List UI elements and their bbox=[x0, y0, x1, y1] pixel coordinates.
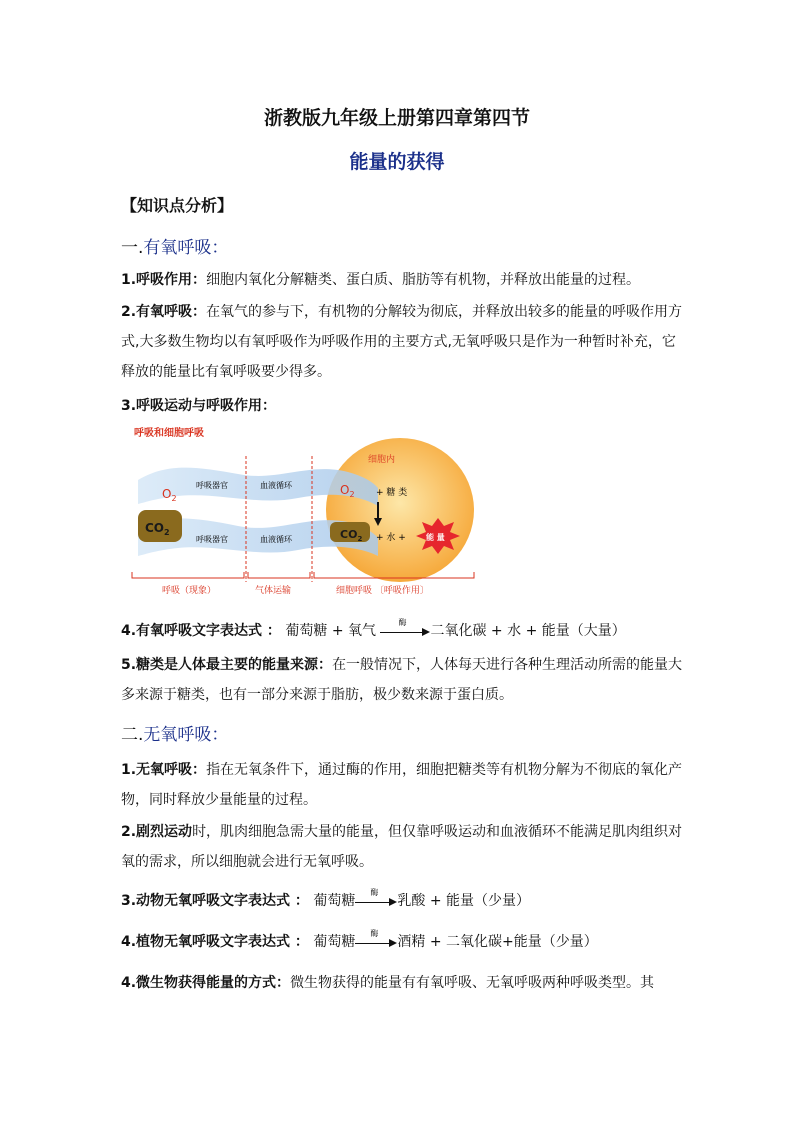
blood-label-top: 血液循环 bbox=[260, 481, 292, 490]
item-label: 4.有氧呼吸文字表达式 ： bbox=[121, 623, 281, 639]
item-text: 微生物获得的能量有有氧呼吸、无氧呼吸两种呼吸类型。其 bbox=[290, 975, 655, 991]
document-subtitle: 能量的获得 bbox=[349, 151, 445, 173]
energy-label: 能 量 bbox=[426, 533, 445, 542]
document-title: 浙教版九年级上册第四章第四节 bbox=[263, 107, 530, 129]
item-label: 1.无氧呼吸： bbox=[121, 762, 207, 778]
equation-lhs: 葡萄糖 + 氧气 bbox=[285, 623, 377, 639]
enzyme-arrow bbox=[355, 929, 397, 949]
item-label: 3.动物无氧呼吸文字表达式 ： bbox=[121, 893, 309, 909]
blood-label-bottom: 血液循环 bbox=[260, 535, 292, 544]
o2-label: $O_2$ bbox=[162, 487, 177, 503]
co2-label: $CO_2$ bbox=[145, 521, 170, 537]
item-text: 指在无氧条件下，通过酶的作用，细胞把糖类等有机物分解为不彻底的氧化产物，同时释放少量能量的过程。 bbox=[121, 762, 683, 808]
equation-lhs: 葡萄糖 bbox=[313, 893, 356, 909]
part1-number: 一. bbox=[121, 238, 144, 258]
section-heading: 【知识点分析】 bbox=[121, 196, 234, 215]
part2-heading bbox=[121, 720, 228, 745]
part2-item2 bbox=[121, 817, 683, 877]
respiration-diagram bbox=[128, 422, 478, 600]
label-gas: 气体运输 bbox=[255, 586, 292, 596]
equation-rhs: 二氧化碳 + 水 + 能量（大量） bbox=[430, 623, 626, 639]
label-breath: 呼吸（现象） bbox=[162, 586, 217, 596]
label-cell: 细胞呼吸 〔呼吸作用〕 bbox=[336, 586, 429, 596]
enzyme-label: 酶 bbox=[398, 618, 407, 627]
part1-item4 bbox=[121, 620, 626, 640]
item-label: 4.植物无氧呼吸文字表达式 ： bbox=[121, 934, 309, 950]
sugar-label: + 糖 类 bbox=[376, 488, 408, 498]
part2-title: 无氧呼吸： bbox=[143, 725, 229, 745]
item-label: 2.有氧呼吸： bbox=[121, 304, 207, 320]
enzyme-label: 酶 bbox=[370, 929, 379, 938]
item-label: 5.糖类是人体最主要的能量来源： bbox=[121, 657, 333, 673]
part1-title: 有氧呼吸： bbox=[143, 238, 229, 258]
item-label: 4.微生物获得能量的方式： bbox=[121, 975, 291, 991]
item-text: 细胞内氧化分解糖类、蛋白质、脂肪等有机物，并释放出能量的过程。 bbox=[206, 272, 641, 288]
bracket-breath bbox=[132, 572, 244, 578]
part1-item5 bbox=[121, 650, 683, 710]
part1-item1 bbox=[121, 265, 681, 295]
bracket-gas bbox=[248, 572, 310, 578]
cell-o2-label: $O_2$ bbox=[340, 483, 355, 499]
organ-label-bottom: 呼吸器官 bbox=[196, 535, 228, 544]
cell-label: 细胞内 bbox=[368, 455, 396, 465]
part2-item5 bbox=[121, 972, 654, 992]
equation-lhs: 葡萄糖 bbox=[313, 934, 356, 950]
item-text: 在氧气的参与下，有机物的分解较为彻底，并释放出较多的能量的呼吸作用方式,大多数生物均以有氧呼吸作为呼吸作用的主要方式,无氧呼吸只是作为一种暂时补充，它释放的能量比有氧呼吸要少得多。 bbox=[121, 304, 683, 380]
organ-label-top: 呼吸器官 bbox=[196, 481, 228, 490]
item-label: 1.呼吸作用： bbox=[121, 272, 207, 288]
enzyme-label: 酶 bbox=[370, 888, 379, 897]
item-text: 在一般情况下，人体每天进行各种生理活动所需的能量大多来源于糖类，也有一部分来源于脂肪，极少数来源于蛋白质。 bbox=[121, 657, 683, 703]
part1-item3 bbox=[121, 395, 276, 415]
part2-item1 bbox=[121, 755, 683, 815]
diagram-title: 呼吸和细胞呼吸 bbox=[134, 428, 204, 439]
equation-rhs: 酒精 + 二氧化碳+能量（少量） bbox=[397, 934, 598, 950]
item-text: 时，肌肉细胞急需大量的能量，但仅靠呼吸运动和血液循环不能满足肌肉组织对氧的需求，所以细胞就会进行无氧呼吸。 bbox=[121, 824, 683, 870]
part2-number: 二. bbox=[121, 725, 144, 745]
part2-item3 bbox=[121, 890, 530, 910]
cell-co2-label: $CO_2$ bbox=[340, 528, 363, 543]
part1-item2 bbox=[121, 297, 683, 387]
water-label: + 水 + bbox=[376, 533, 406, 543]
item-label: 2.剧烈运动 bbox=[121, 824, 193, 840]
enzyme-arrow bbox=[380, 618, 430, 638]
cell-circle bbox=[326, 438, 474, 582]
equation-rhs: 乳酸 + 能量（少量） bbox=[397, 893, 531, 909]
item-label: 3.呼吸运动与呼吸作用： bbox=[121, 398, 277, 414]
enzyme-arrow bbox=[355, 888, 397, 908]
part2-item4 bbox=[121, 931, 598, 951]
part1-heading bbox=[121, 233, 228, 258]
